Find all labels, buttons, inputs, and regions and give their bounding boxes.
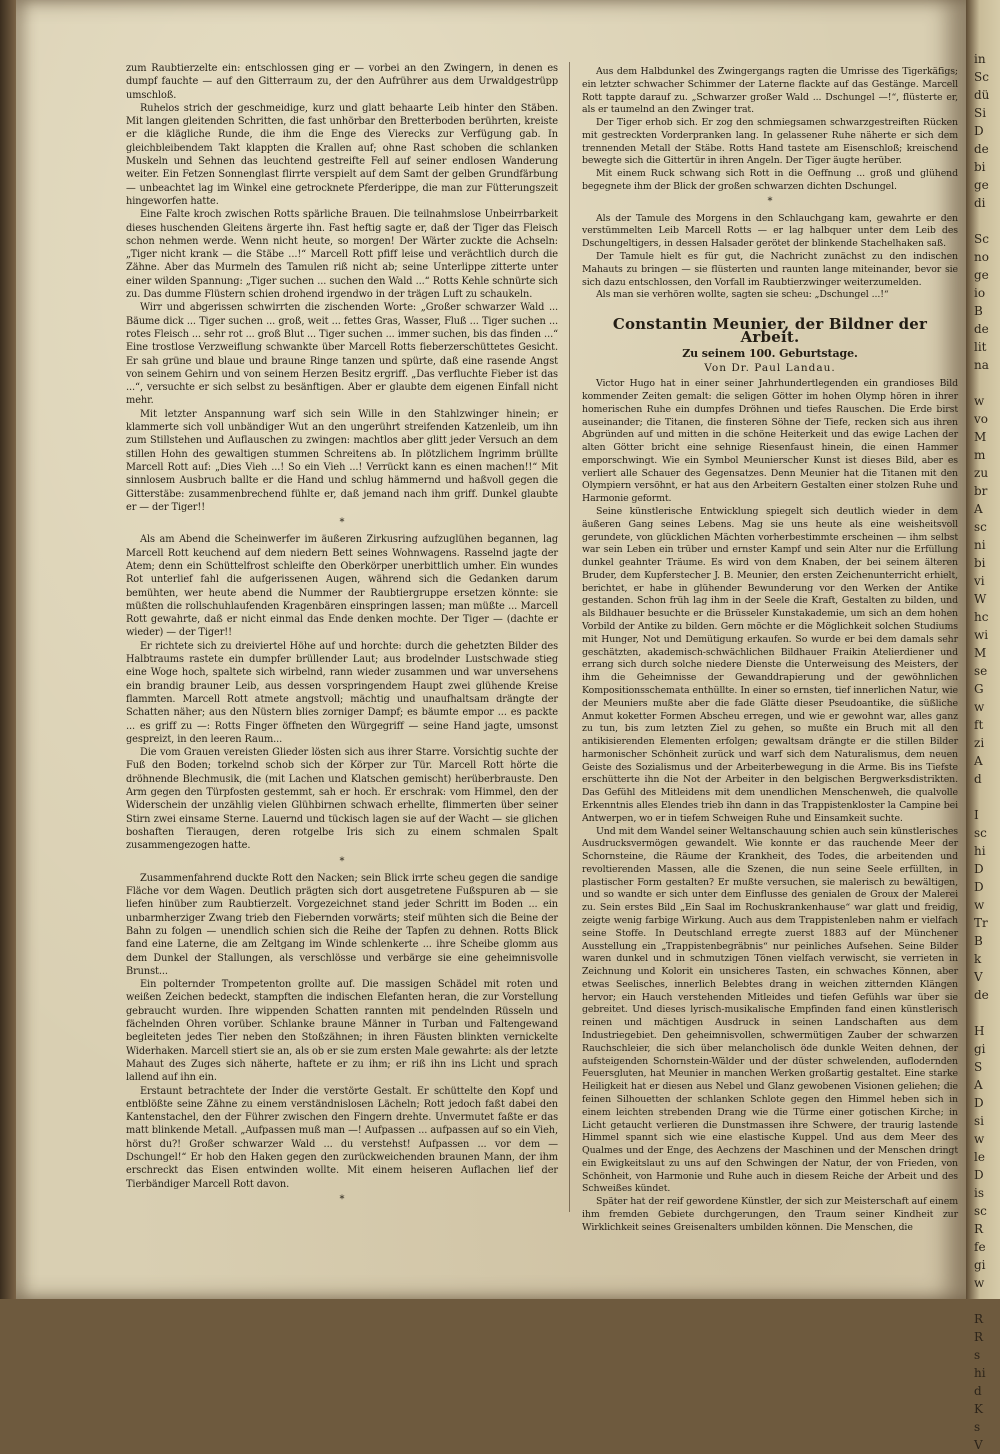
paragraph: Mit letzter Anspannung warf sich sein Wille in den Stahlzwinger hinein; er klammerte sich voll unbändiger Wut an den ungerührt streifenden Katzenleib, um ihn zum Stillstehen und Auflauschen zu zwingen: machtlos aber glitt jeder Versuch an dem stillen Hohn des gewaltigen stummen Schreitens ab. In plötzlichem Ingrimm brüllte Marcell Rott auf: „Dies Vieh ...! So ein Vieh ...! Verrückt kann es einen machen!!“ Mit sinnlosem Ausbruch ballte er die Hand und schlug hämmernd und haßvoll gegen die Gitterstäbe: zusammenbrechend fühlte er, daß jemand nach ihm griff. Dunkel glaubte er — der Tiger!! xyxy=(126,408,558,513)
paragraph: Zusammenfahrend duckte Rott den Nacken; sein Blick irrte scheu gegen die sandige Fläche vor dem Wagen. Deutlich prägten sich dort ausgetretene Fußspuren ab — sie liefen hinüber zum Raubtierzelt. Vorgezeichnet stand jeder Schritt im Boden ... ein unbarmherziger Zwang trieb den Fiebernden vorwärts; steif mühten sich die Beine der Bahn zu folgen — unendlich schien sich die Reihe der Tapfen zu dehnen. Rotts Blick fand eine Laterne, die am Zeltgang im Winde schlenkerte ... ihre Scheibe glomm aus dem Dunkel der Stallungen, als verschlösse und verbärge sie eine geheimnisvolle Brunst... xyxy=(126,872,558,977)
paragraph: Eine Falte kroch zwischen Rotts spärliche Brauen. Die teilnahmslose Unbeirrbarkeit dieses huschenden Gleitens ärgerte ihn. Fast heftig sagte er, daß der Tiger das Fleisch schon nehmen werde. Wenn nicht heute, so morgen! Der Wärter zuckte die Achseln: „Tiger nicht krank — die Stäbe ...!“ Marcell Rott pfiff leise und verächtlich durch die Zähne. Aber das Murmeln des Tamulen riß nicht ab; seine Unterlippe zitterte unter einer wilden Spannung: „Tiger suchen ... suchen den Wald ...“ Rotts Kehle schnürte sich zu. Das dumme Flüstern schien drohend irgendwo in der trägen Luft zu schaukeln. xyxy=(126,209,558,301)
section-divider-asterisk: * xyxy=(339,855,345,867)
adjacent-page-edge xyxy=(966,0,1000,1452)
paragraph: Als der Tamule des Morgens in den Schlauchgang kam, gewahrte er den verstümmelten Leib Marcell Rotts — er lag halbquer unter dem Leib des Dschungeltigers, in dessen Halsader gerötet der blinkende Stachelhaken saß. xyxy=(582,212,958,250)
paragraph: Seine künstlerische Entwicklung spiegelt sich deutlich wieder in dem äußeren Gang seines Lebens. Mag sie uns heute als eine weisheitsvoll gerundete, von glücklichen Mächten vorherbestimmte erscheinen — ihm selbst war sein Leben ein trüber und ernster Kampf und sein Alter nur die Erfüllung dunkel geahnter Träume. Es wird von dem Knaben, der bei seinem älteren Bruder, dem Kupferstecher J. B. Meunier, den ersten Zeichenunterricht erhielt, berichtet, er habe in glühender Bewunderung vor den Werken der Antike gestanden. Schon früh lag ihm in der Seele die Kraft, Gestalten zu bilden, und als Bildhauer besuchte er die Brüsseler Kunstakademie, um sich an dem hohen Vorbild der Antike zu bilden. Gern möchte er die Möglichkeit solchen Studiums mit Hunger, Not und Demütigung erkaufen. So wurde er bei dem damals sehr geschätzten, akademisch-schwächlichen Bildhauer Fraikin Atelierdiener und errang sich durch solche niedere Dienste die Unterweisung des Meisters, der ihm die Geheimnisse der Gewanddrapierung und der gewöhnlichen Kompositionsschemata enthüllte. In einer so ernsten, tief innerlichen Natur, wie der Meuniers mußte aber die fade Glätte dieser Pseudoantike, die süßliche Anmut koketter Formen Abscheu erregen, und wie er gewohnt war, alles ganz zu tun, bis zum letzten Ziel zu gehen, so mußte ein Bruch mit all den antikisierenden Elementen erfolgen; gewaltsam drängte er die stillen Bilder harmonischer Schönheit zurück und warf sich dem Naturalismus, dem neuen Geiste des Sozialismus und der Arbeiterbewegung in die Arme. Bis ins Tiefste erschütterte ihn die Not der Arbeiter in den belgischen Bergwerksdistrikten. Das Gefühl des Mitleidens mit dem unendlichen Menschenweh, die qualvolle Erkenntnis alles Elendes trieb ihn dann in das Trappistenkloster la Campine bei Antwerpen, wo er in tiefem Schweigen Ruhe und Einsamkeit suchte. xyxy=(582,506,958,824)
paragraph: Als am Abend die Scheinwerfer im äußeren Zirkusring aufzuglühen begannen, lag Marcell Rott keuchend auf dem niedern Bett seines Wohnwagens. Rasselnd jagte der Atem; denn ein Schüttelfrost schleifte den Oberkörper unerbittlich umher. Ein wundes Rot unterlief fahl die aufgerissenen Augen, während sich die Gedanken darum bemühten, wer heute abend die Nummer der Raubtiergruppe ersetzen könnte: sie müßten die rollschuhlaufenden Kragenbären einspringen lassen; man müßte ... Marcell Rott gewahrte, daß er nicht einmal das Ende denken mochte. Der Tiger — (dachte er wieder) — der Tiger!! xyxy=(126,534,558,639)
paragraph: Wirr und abgerissen schwirrten die zischenden Worte: „Großer schwarzer Wald ... Bäume dick ... Tiger suchen ... groß, weit ... fettes Gras, Wasser, Fluß ... Tiger suchen ... rotes Fleisch ... sehr rot ... groß Blut ... Tiger suchen ... immer suchen, bis das finden ...“ Eine trostlose Verzweiflung schwankte über Marcell Rotts fieberzerschüttetes Gesicht. Er sah grüne und blaue und braune Ringe tanzen und spürte, daß eine rasende Angst von seinem Gehirn und von seinem Herzen Besitz ergriff. „Das verfluchte Fieber ist das ...“, versuchte er sich selbst zu besänftigen. Aber er glaubte dem eigenen Einfall nicht mehr. xyxy=(126,302,558,407)
section-divider-asterisk: * xyxy=(339,1193,345,1205)
column-rule xyxy=(569,62,570,1212)
adjacent-page-text: in Sc dü Si D de bi ge di Sc no ge io B de lit na w vo M m zu br A sc ni bi vi W hc wi M se G w ft zi A d I sc hi D D w Tr B k V de H gi S A D si w le D is sc R fe gi w R R s hi d K s V xyxy=(974,52,990,1452)
paragraph: Ruhelos strich der geschmeidige, kurz und glatt behaarte Leib hinter den Stäben. Mit langen gleitenden Schritten, die fast unhörbar den Bretterboden berührten, kreiste er die klägliche Runde, die ihm die Enge des Vierecks zur Verfügung gab. In gleichbleibendem Takt klappten die Krallen auf; ohne Rast schoben die schlanken Muskeln und Sehnen das leuchtend gestreifte Fell auf seiner endlosen Wanderung weiter. Ein Fetzen Sonnenglast flirrte verspielt auf dem Samt der gelben Grundfärbung — unbeachtet lag im Winkel eine getrocknete Pferderippe, die man zur Fütterungszeit hingeworfen hatte. xyxy=(126,102,558,207)
paragraph: Später hat der reif gewordene Künstler, der sich zur Meisterschaft auf einem ihm fremden Gebiete durchgerungen, den Traum seiner Kindheit zur Wirklichkeit seines Greisenalters umbilden können. Die Menschen, die xyxy=(582,1196,958,1233)
paragraph: Mit einem Ruck schwang sich Rott in die Oeffnung ... groß und glühend begegnete ihm der Blick der großen schwarzen dichten Dschungel. xyxy=(582,168,958,193)
paragraph: Der Tamule hielt es für gut, die Nachricht zunächst zu den indischen Mahauts zu bringen — sie flüsterten und raunten lange miteinander, bevor sie sich dazu entschlossen, den Vorfall im Raubtierzwinger weiterzumelden. xyxy=(582,250,958,288)
article-byline: Von Dr. Paul Landau. xyxy=(704,362,836,375)
paragraph: Erstaunt betrachtete der Inder die verstörte Gestalt. Er schüttelte den Kopf und entblößte seine Zähne zu einem verständnislosen Lächeln; Rott jedoch faßt dabei den Kantenstachel, den der Führer zwischen den Fingern drehte. Unvermutet faßte er das matt blinkende Metall. „Aufpassen muß man —! Aufpassen ... aufpassen auf so ein Vieh, hörst du?! Großer schwarzer Wald ... du verstehst! Aufpassen ... vor dem — Dschungel!“ Er hob den Haken gegen den zurückweichenden braunen Mann, der ihm erschreckt das Eisen entwinden wollte. Mit einem heiseren Auflachen lief der Tierbändiger Marcell Rott davon. xyxy=(126,1085,558,1190)
binding-edge xyxy=(0,0,16,1299)
newspaper-page xyxy=(16,0,966,1299)
section-divider-asterisk: * xyxy=(767,195,773,207)
article-subhead: Zu seinem 100. Geburtstage. xyxy=(682,346,858,360)
paragraph: Er richtete sich zu dreiviertel Höhe auf und horchte: durch die gehetzten Bilder des Halbtraums rastete ein dumpfer brüllender Laut; aus brodelnder Lustschwade stieg eine Woge hoch, spaltete sich wirbelnd, rann wieder zusammen und war unversehens ein brandig brauner Leib, aus dessen vorspringendem Haupt zwei glühende Kreise flammten. Marcell Rott atmete angstvoll; mächtig und unaufhaltsam drängte der Schatten näher; aus den Nüstern blies zorniger Dampf; es bäumte empor ... es packte ... es griff zu —: Rotts Finger öffneten den Würgegriff — seine Hand jagte, umsonst gespreizt, in den leeren Raum... xyxy=(126,640,558,745)
article-headline: Constantin Meunier, der Bildner der Arbeit. xyxy=(612,315,928,346)
paragraph: Und mit dem Wandel seiner Weltanschauung schien auch sein künstlerisches Ausdrucksvermögen gewandelt. Wie konnte er das rauchende Meer der Schornsteine, die Räume der Krankheit, des Todes, die arbeitenden und revoltierenden Massen, alle die Szenen, die nun seine Seele erfüllten, in plastischer Form gestalten? Er mußte versuchen, sie malerisch zu bewältigen, und so wandte er sich unter dem Einflusse des genialen de Groux der Malerei zu. Sein erstes Bild „Ein Saal im Rochuskrankenhause“ war glatt und freidig, zeigte wenig farbige Wirkung. Auch aus dem Trappistenleben nahm er vielfach seine Stoffe. In Deutschland erregte zuerst 1883 auf der Münchener Ausstellung ein „Trappistenbegräbnis“ nur peinliches Aufsehen. Seine Bilder waren dunkel und in schmutzigen Tönen vielfach verwischt, sie verrieten in Zeichnung und Kolorit ein unsicheres Tasten, ein schwaches Können, aber etwas Seelisches, innerlich Belebtes drang in weichen zitternden Klängen hervor; ein Hauch verstehenden Mitleides und tiefen Gefühls war über sie gebreitet. Und dieses lyrisch-musikalische Empfinden fand einen künstlerisch reinen und mächtigen Ausdruck in seinen Landschaften aus dem Industriegebiet. Den geheimnisvollen, schwermütigen Zauber der schwarzen Rauchschleier, die sich über melancholisch öde dunkle Weiten dehnen, der aufsteigenden Schornstein-Wälder und der düster schwelenden, auflodernden Feuersgluten, hat Meunier in manchen Werken großartig gestaltet. Eine starke Heiligkeit hat er diesen aus Nebel und Glanz gewobenen Visionen geliehen; die feinen Silhouetten der schlanken Schlote gegen den Himmel heben sich in einem leichten strebenden Drang wie die Türme einer gotischen Kirche; in Licht getaucht verlieren die Dunstmassen ihre Schwere, der traurig lastende Himmel spannt sich wie eine elastische Kuppel. Und aus dem Meer des Qualmes und der Enge, des Aechzens der Maschinen und der Menschen dringt ein Ewigkeitslaut zu uns auf den Schwingen der Natur, der von Frieden, von Schönheit, von Harmonie und Ruhe auch in diesem Reiche der Arbeit und des Schweißes kündet. xyxy=(582,825,958,1195)
right-column xyxy=(582,66,958,1235)
section-divider-asterisk: * xyxy=(339,517,345,529)
paragraph: Als man sie verhören wollte, sagten sie scheu: „Dschungel ...!“ xyxy=(596,289,889,301)
paragraph: zum Raubtierzelte ein: entschlossen ging er — vorbei an den Zwingern, in denen es dumpf fauchte — auf den Gitterraum zu, der den Aufrührer aus dem Urwaldgestrüpp umschloß. xyxy=(126,63,558,101)
paragraph: Die vom Grauen vereisten Glieder lösten sich aus ihrer Starre. Vorsichtig suchte der Fuß den Boden; torkelnd schob sich der Körper zur Tür. Marcell Rott hörte die dröhnende Blechmusik, die (mit Lachen und Klatschen gemischt) herüberbrauste. Den Arm gegen den Türpfosten gestemmt, sah er hoch. Er erschrak: vom Himmel, den der Widerschein der unzählig vielen Glühbirnen schwach erhellte, flimmerten über seiner Stirn zwei einsame Sterne. Lauernd und tückisch lagen sie auf der Wacht — sie glichen boshaften Tieraugen, deren rotgelbe Iris sich zu einem schmalen Spalt zusammengezogen hatte. xyxy=(126,747,558,852)
paragraph: Ein polternder Trompetenton grollte auf. Die massigen Schädel mit roten und weißen Zeichen bedeckt, stampften die indischen Elefanten heran, die zur Vorstellung gebraucht wurden. Ihre wippenden Schatten rannten mit pendelnden Rüsseln und fächelnden Ohren vorüber. Schlanke braune Männer in Turban und Faltengewand begleiteten jedes Tier neben den Stoßzähnen; in ihren Fäusten blinkten vernickelte Widerhaken. Marcell stiert sie an, als ob er sie zum ersten Male gewahrte: als der letzte Mahaut des Zuges sich näherte, haftete er zu ihm; er riß ihn ins Licht und sprach lallend auf ihn ein. xyxy=(126,979,558,1084)
paragraph: Victor Hugo hat in einer seiner Jahrhundertlegenden ein grandioses Bild kommender Zeiten gemalt: die seligen Götter im hohen Olymp hören in ihrer homerischen Ruhe ein dumpfes Dröhnen und tiefes Rauschen. Die Erde birst auseinander; die Titanen, die finsteren Söhne der Tiefe, recken sich aus ihren Abgründen auf und mitten in die schöne Heiterkeit und das ewige Lachen der alten Götter bricht eine sehnige Riesenfaust hinein, die einen Hammer emporschwingt. Wie ein Symbol Meunierscher Kunst ist dieses Bild, aber es verliert alle Schauer des Gegensatzes. Denn Meunier hat die Titanen mit den Olympiern versöhnt, er hat aus den Arbeitern Gestalten einer stolzen Ruhe und Harmonie geformt. xyxy=(582,378,958,505)
paragraph: Aus dem Halbdunkel des Zwingergangs ragten die Umrisse des Tigerkäfigs; ein letzter schwacher Schimmer der Laterne flackte auf das Gestänge. Marcell Rott tappte darauf zu. „Schwarzer großer Wald ... Dschungel —!“, flüsterte er, als er taumelnd an den Zwinger trat. xyxy=(582,66,958,116)
paragraph: Der Tiger erhob sich. Er zog den schmiegsamen schwarzgestreiften Rücken mit gestreckten Vorderpranken lang. In gelassener Ruhe näherte er sich dem trennenden Metall der Stäbe. Rotts Hand tastete am Eisenschloß; kreischend bewegte sich die Gittertür in ihren Angeln. Der Tiger äugte herüber. xyxy=(582,117,958,167)
left-column xyxy=(126,62,558,1210)
